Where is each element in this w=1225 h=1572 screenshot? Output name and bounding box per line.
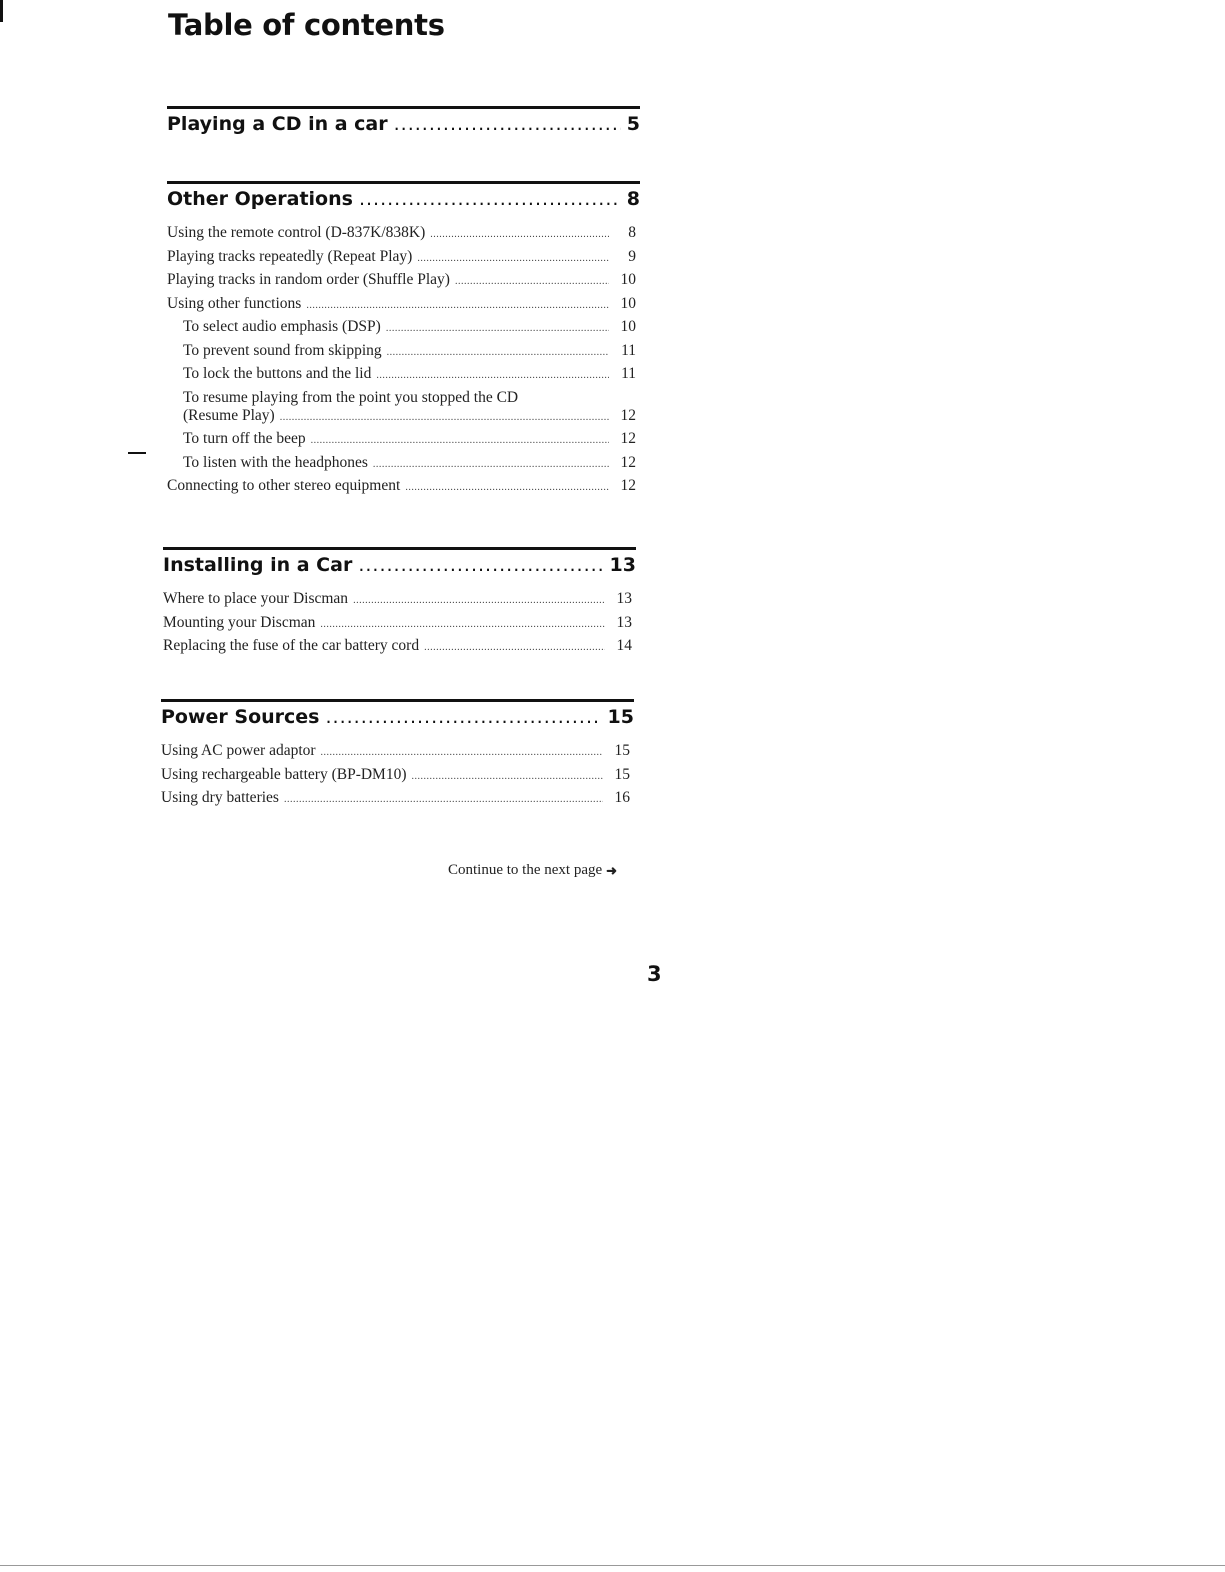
dot-leader (386, 323, 609, 334)
scan-dash-mark (128, 452, 146, 454)
dot-leader (358, 554, 603, 576)
entry-page: 10 (620, 294, 636, 312)
entry-page: 15 (614, 742, 630, 759)
dot-leader (455, 276, 609, 287)
entry-label: To prevent sound from skipping (183, 341, 382, 359)
entry-label: To turn off the beep (183, 430, 306, 447)
section-rule (163, 547, 636, 550)
entry-page: 10 (620, 271, 636, 288)
entry-page: 12 (620, 453, 636, 471)
entry-page: 13 (616, 613, 632, 631)
entry-page: 10 (620, 318, 636, 335)
section-title: Installing in a Car (163, 554, 353, 576)
continue-next-page[interactable] (448, 862, 617, 879)
entry-label: Using the remote control (D-837K/838K) (167, 224, 426, 241)
entry-page: 11 (621, 341, 636, 359)
dot-leader (376, 370, 609, 381)
entry-label: Connecting to other stereo equipment (167, 477, 401, 494)
section-heading[interactable] (167, 188, 640, 218)
arrow-right-icon: ➜ (606, 862, 618, 878)
dot-leader (353, 595, 605, 606)
toc-entry[interactable] (163, 590, 636, 614)
toc-subentry[interactable] (167, 342, 640, 366)
entry-label: (Resume Play) (183, 406, 275, 424)
dot-leader (394, 113, 621, 135)
entry-label: Using other functions (167, 294, 302, 312)
dot-leader (320, 619, 605, 630)
entry-label: Mounting your Discman (163, 613, 316, 631)
entry-page: 12 (620, 430, 636, 447)
scan-bottom-line (0, 1565, 1225, 1566)
page-title: Table of contents (168, 8, 445, 42)
dot-leader (280, 412, 609, 423)
dot-leader (424, 642, 605, 653)
entry-label: Using rechargeable battery (BP-DM10) (161, 765, 407, 783)
entry-list (167, 224, 640, 501)
entry-label: Playing tracks in random order (Shuffle Play) (167, 271, 450, 288)
continue-label: Continue to the next page (448, 862, 603, 878)
section-rule (161, 699, 634, 702)
section-page: 15 (607, 706, 634, 728)
scan-edge-mark (0, 0, 3, 22)
section-page: 8 (626, 188, 640, 210)
toc-section-other-operations (167, 181, 640, 501)
toc-entry[interactable] (161, 742, 634, 766)
entry-page: 11 (621, 365, 636, 382)
dot-leader (321, 747, 603, 758)
entry-page: 12 (620, 477, 636, 494)
toc-subentry[interactable] (167, 318, 640, 342)
entry-page: 8 (628, 224, 636, 241)
dot-leader (311, 435, 609, 446)
toc-entry[interactable] (163, 637, 636, 661)
toc-entry[interactable] (161, 789, 634, 813)
section-title: Power Sources (161, 706, 320, 728)
entry-page: 16 (614, 789, 630, 806)
entry-label: Replacing the fuse of the car battery cord (163, 637, 420, 654)
entry-page: 13 (616, 590, 632, 607)
dot-leader (373, 459, 609, 470)
entry-label: Using AC power adaptor (161, 742, 316, 759)
entry-page: 14 (616, 637, 632, 654)
entry-label: To resume playing from the point you stopped the CD (183, 388, 519, 406)
toc-entry[interactable] (161, 766, 634, 790)
toc-section-power-sources (161, 699, 634, 813)
section-heading[interactable] (167, 113, 640, 143)
section-heading[interactable] (161, 706, 634, 736)
entry-label: To lock the buttons and the lid (183, 365, 372, 382)
toc-section-installing (163, 547, 636, 661)
dot-leader (405, 482, 609, 493)
dot-leader (284, 794, 603, 805)
toc-section-playing (167, 106, 640, 143)
page-number: 3 (647, 962, 662, 986)
toc-subentry[interactable] (167, 389, 640, 431)
dot-leader (359, 188, 621, 210)
dot-leader (417, 253, 609, 264)
dot-leader (306, 300, 609, 311)
dot-leader (430, 229, 609, 240)
toc-entry[interactable] (167, 224, 640, 248)
entry-label: To select audio emphasis (DSP) (183, 318, 381, 335)
section-heading[interactable] (163, 554, 636, 584)
entry-label: Where to place your Discman (163, 590, 349, 607)
toc-entry[interactable] (167, 271, 640, 295)
toc-entry[interactable] (167, 295, 640, 319)
toc-subentry[interactable] (167, 430, 640, 454)
entry-page: 15 (614, 765, 630, 783)
section-page: 13 (609, 554, 636, 576)
dot-leader (412, 771, 604, 782)
toc-entry[interactable] (163, 614, 636, 638)
section-rule (167, 181, 640, 184)
entry-list (163, 590, 636, 661)
section-title: Playing a CD in a car (167, 113, 388, 135)
entry-list (161, 742, 634, 813)
toc-subentry[interactable] (167, 454, 640, 478)
dot-leader (387, 347, 609, 358)
entry-label: Playing tracks repeatedly (Repeat Play) (167, 247, 413, 265)
toc-entry[interactable] (167, 248, 640, 272)
section-title: Other Operations (167, 188, 353, 210)
entry-label: Using dry batteries (161, 789, 279, 806)
entry-page: 9 (628, 247, 636, 265)
section-page: 5 (626, 113, 640, 135)
dot-leader (326, 706, 602, 728)
entry-label: To listen with the headphones (183, 453, 368, 471)
toc-entry[interactable] (167, 477, 640, 501)
entry-page: 12 (620, 406, 636, 424)
toc-subentry[interactable] (167, 365, 640, 389)
section-rule (167, 106, 640, 109)
